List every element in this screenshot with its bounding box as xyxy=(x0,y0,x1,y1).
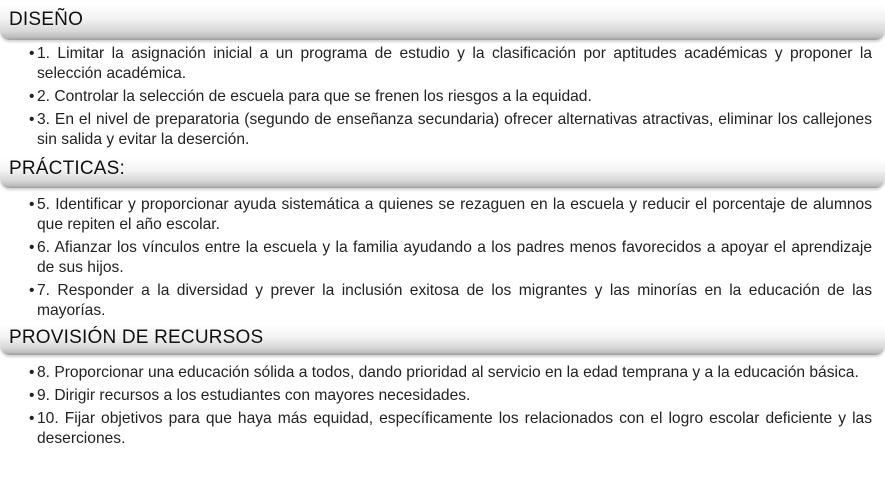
bullet-icon: • xyxy=(29,45,35,62)
list-item xyxy=(0,87,885,107)
list-item xyxy=(0,281,885,321)
list-item xyxy=(0,195,885,235)
item-text: 8. Proporcionar una educación sólida a todos, dando prioridad al servicio en la edad temprana y a la educación básica. xyxy=(37,364,859,381)
list-item xyxy=(0,110,885,150)
item-text: 10. Fijar objetivos para que haya más equidad, específicamente los relacionados con el logro escolar deficiente y las deserciones. xyxy=(37,410,872,447)
bullet-icon: • xyxy=(29,88,35,105)
section-header-provision-recursos xyxy=(0,325,885,355)
bullet-icon: • xyxy=(29,239,35,256)
section-title: DISEÑO xyxy=(9,9,84,30)
item-list xyxy=(0,195,885,321)
section-title: PROVISIÓN DE RECURSOS xyxy=(9,327,264,348)
list-item xyxy=(0,363,885,383)
item-text: 6. Afianzar los vínculos entre la escuela y la familia ayudando a los padres menos favorecidos a apoyar el aprendizaje de sus hijos. xyxy=(37,239,872,276)
list-item xyxy=(0,238,885,278)
section-provision-recursos xyxy=(0,325,885,449)
list-item xyxy=(0,44,885,84)
section-header-diseno xyxy=(0,4,885,40)
bullet-icon: • xyxy=(29,111,35,128)
bullet-icon: • xyxy=(29,410,35,427)
section-header-practicas xyxy=(0,158,885,188)
bullet-icon: • xyxy=(29,364,35,381)
section-title: PRÁCTICAS: xyxy=(9,158,126,179)
bullet-icon: • xyxy=(29,282,35,299)
section-practicas xyxy=(0,158,885,321)
item-text: 3. En el nivel de preparatoria (segundo de enseñanza secundaria) ofrecer alternativas atractivas, eliminar los callejones sin salida y evitar la deserción. xyxy=(37,111,872,148)
item-text: 9. Dirigir recursos a los estudiantes con mayores necesidades. xyxy=(37,387,471,404)
list-item xyxy=(0,386,885,406)
item-text: 5. Identificar y proporcionar ayuda sistemática a quienes se rezaguen en la escuela y reducir el porcentaje de alumnos que repiten el año escolar. xyxy=(37,196,872,233)
section-diseno xyxy=(0,4,885,150)
item-list xyxy=(0,44,885,150)
bullet-icon: • xyxy=(29,196,35,213)
item-text: 7. Responder a la diversidad y prever la inclusión exitosa de los migrantes y las minorías en la educación de las mayorías. xyxy=(37,282,872,319)
list-item xyxy=(0,409,885,449)
item-list xyxy=(0,363,885,449)
item-text: 1. Limitar la asignación inicial a un programa de estudio y la clasificación por aptitudes académicas y proponer la selección académica. xyxy=(37,45,872,82)
item-text: 2. Controlar la selección de escuela para que se frenen los riesgos a la equidad. xyxy=(37,88,592,105)
bullet-icon: • xyxy=(29,387,35,404)
